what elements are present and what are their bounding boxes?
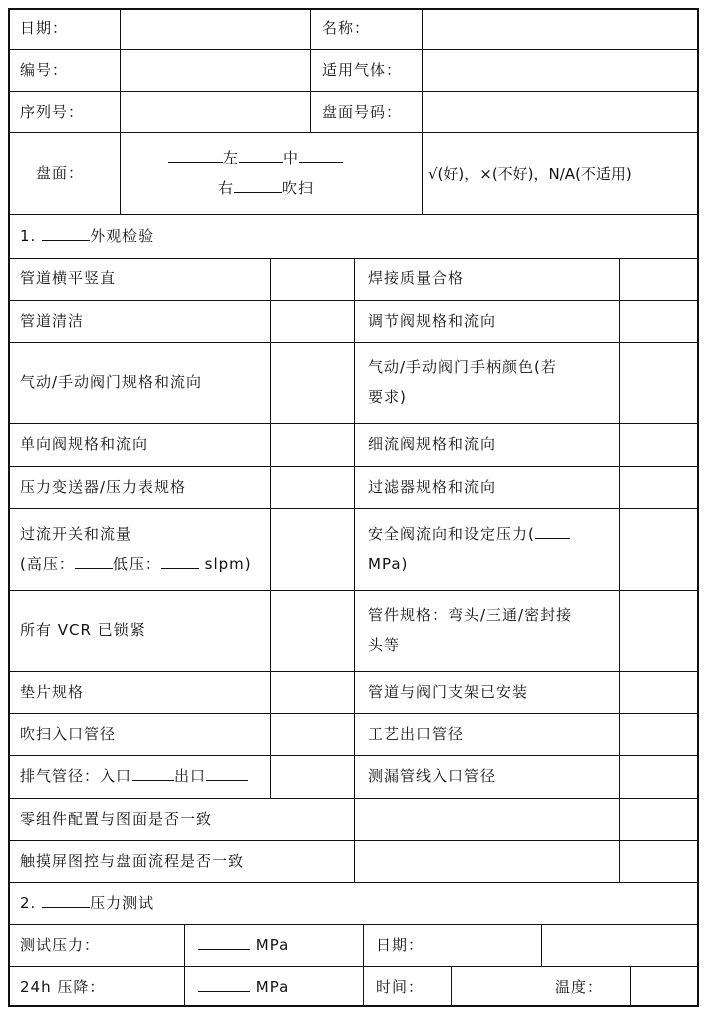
exhaust-outlet-blank[interactable] bbox=[206, 766, 248, 781]
item-label: 过流开关和流量 bbox=[20, 525, 133, 543]
serial-label: 序列号： bbox=[20, 103, 85, 121]
item-label bbox=[20, 554, 252, 574]
col-line bbox=[541, 924, 542, 966]
test-date-label: 日期： bbox=[376, 936, 425, 954]
item-label: 管道清洁 bbox=[20, 312, 85, 330]
item-label: 气动/手动阀门手柄颜色(若 bbox=[368, 358, 557, 376]
item-label bbox=[20, 766, 248, 786]
inspection-form bbox=[8, 8, 699, 1007]
row-line bbox=[8, 132, 699, 133]
mid-blank[interactable] bbox=[239, 148, 283, 163]
test-pressure-value bbox=[198, 935, 289, 955]
slpm-text: slpm) bbox=[204, 555, 252, 573]
panel-position-line2 bbox=[218, 178, 314, 198]
col-line bbox=[310, 8, 311, 132]
item-label: 管道与阀门支架已安装 bbox=[368, 683, 529, 701]
item-label bbox=[368, 524, 570, 544]
gas-label: 适用气体： bbox=[322, 61, 403, 79]
col-line bbox=[120, 8, 121, 214]
right-text: 右 bbox=[218, 179, 235, 197]
time-label: 时间： bbox=[376, 978, 425, 996]
row-line bbox=[8, 214, 699, 215]
date-label: 日期： bbox=[20, 19, 69, 37]
item-label: 管道横平竖直 bbox=[20, 269, 117, 287]
panel-label: 盘面： bbox=[36, 164, 85, 182]
section1-blank[interactable] bbox=[42, 226, 90, 241]
section1-number: 1. bbox=[20, 227, 37, 245]
section2-blank[interactable] bbox=[42, 893, 90, 908]
panel-position-line1 bbox=[168, 148, 343, 168]
left-blank[interactable] bbox=[168, 148, 223, 163]
mid-after-blank[interactable] bbox=[299, 148, 343, 163]
col-line bbox=[619, 258, 620, 882]
item-label: 吹扫入口管径 bbox=[20, 725, 117, 743]
item-label: 头等 bbox=[368, 636, 401, 654]
relief-pressure-blank[interactable] bbox=[535, 524, 570, 539]
pressure-drop-label: 24h 压降： bbox=[20, 978, 106, 996]
section2-number: 2. bbox=[20, 894, 37, 912]
section1-heading bbox=[20, 226, 154, 246]
item-label: 细流阀规格和流向 bbox=[368, 435, 497, 453]
col-line bbox=[363, 924, 364, 1007]
col-line bbox=[630, 966, 631, 1007]
temperature-label: 温度： bbox=[555, 978, 604, 996]
item-label: 过滤器规格和流向 bbox=[368, 478, 497, 496]
panel-number-label: 盘面号码： bbox=[322, 103, 403, 121]
item-label: 单向阀规格和流向 bbox=[20, 435, 149, 453]
exhaust-outlet-text: 出口 bbox=[174, 767, 207, 785]
relief-valve-text: 安全阀流向和设定压力( bbox=[368, 525, 535, 543]
item-label: 压力变送器/压力表规格 bbox=[20, 478, 187, 496]
item-label: 调节阀规格和流向 bbox=[368, 312, 497, 330]
pressure-drop-value bbox=[198, 977, 289, 997]
pressure-drop-blank[interactable] bbox=[198, 977, 250, 992]
high-pressure-blank[interactable] bbox=[75, 554, 113, 569]
item-label: 垫片规格 bbox=[20, 683, 85, 701]
row-line bbox=[8, 882, 699, 883]
item-label: 管件规格：弯头/三通/密封接 bbox=[368, 606, 573, 624]
col-line bbox=[422, 8, 423, 214]
section2-heading bbox=[20, 893, 154, 913]
test-pressure-blank[interactable] bbox=[198, 935, 250, 950]
name-label: 名称： bbox=[322, 19, 371, 37]
item-label: 测漏管线入口管径 bbox=[368, 767, 497, 785]
item-label: 焊接质量合格 bbox=[368, 269, 465, 287]
high-pressure-text: (高压： bbox=[20, 555, 75, 573]
item-label: 工艺出口管径 bbox=[368, 725, 465, 743]
item-label: 所有 VCR 已锁紧 bbox=[20, 621, 146, 639]
purge-text: 吹扫 bbox=[282, 179, 315, 197]
col-line bbox=[270, 258, 271, 798]
row-line bbox=[8, 966, 699, 967]
item-label: 要求) bbox=[368, 388, 407, 406]
mpa-unit: MPa bbox=[255, 936, 290, 954]
right-blank[interactable] bbox=[234, 178, 282, 193]
code-label: 编号： bbox=[20, 61, 69, 79]
item-label: 零组件配置与图面是否一致 bbox=[20, 810, 213, 828]
item-label: MPa) bbox=[368, 555, 409, 573]
mpa-unit: MPa bbox=[255, 978, 290, 996]
row-line bbox=[8, 91, 699, 92]
section2-title: 压力测试 bbox=[90, 894, 155, 912]
col-line bbox=[354, 258, 355, 882]
check-legend: √(好)，×(不好)，N/A(不适用) bbox=[428, 165, 632, 183]
left-text: 左 bbox=[223, 149, 240, 167]
low-pressure-blank[interactable] bbox=[161, 554, 199, 569]
item-label: 气动/手动阀门规格和流向 bbox=[20, 373, 203, 391]
row-line bbox=[8, 924, 699, 925]
section1-title: 外观检验 bbox=[90, 227, 155, 245]
mid-text: 中 bbox=[283, 149, 300, 167]
exhaust-inlet-blank[interactable] bbox=[132, 766, 174, 781]
item-label: 触摸屏图控与盘面流程是否一致 bbox=[20, 852, 245, 870]
low-pressure-text: 低压： bbox=[112, 555, 161, 573]
test-pressure-label: 测试压力： bbox=[20, 936, 101, 954]
col-line bbox=[184, 924, 185, 1007]
row-line bbox=[8, 49, 699, 50]
col-line bbox=[451, 966, 452, 1007]
exhaust-inlet-text: 排气管径：入口 bbox=[20, 767, 133, 785]
